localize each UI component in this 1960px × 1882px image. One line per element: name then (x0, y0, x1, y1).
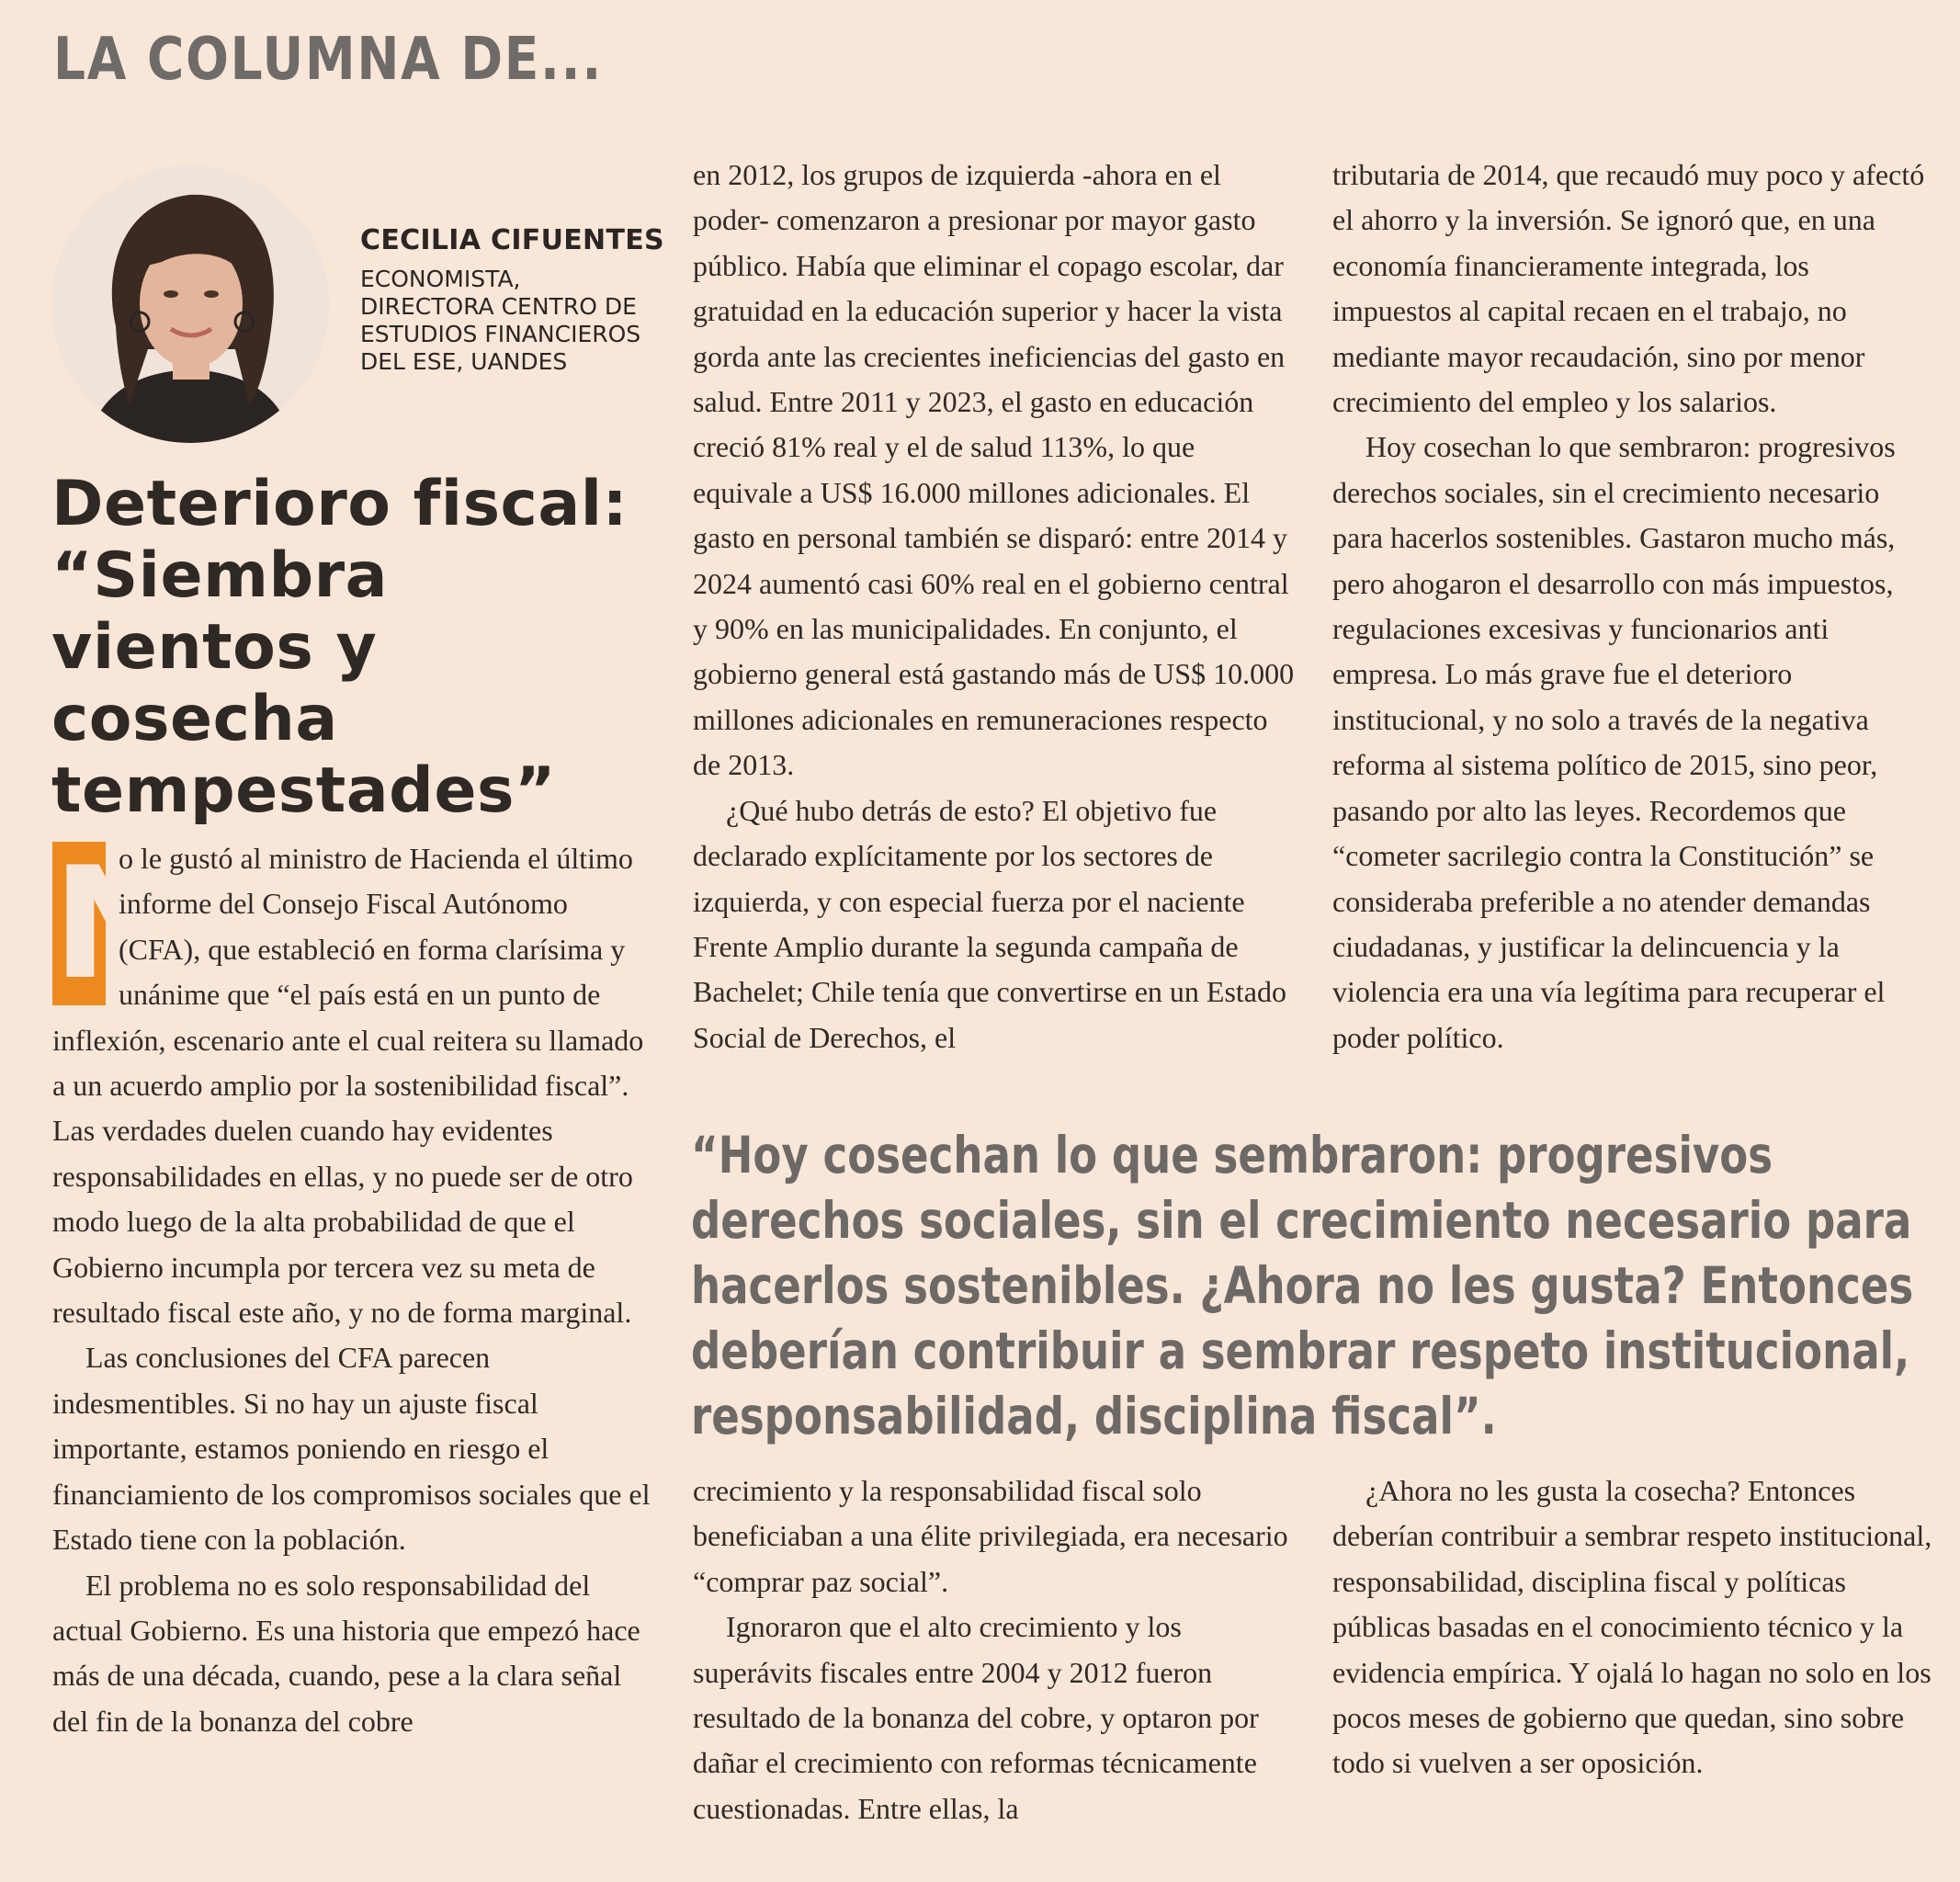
drop-cap: N (52, 833, 182, 1014)
column-2-bottom (693, 1468, 1295, 1831)
paragraph: tributaria de 2014, que recaudó muy poco y afectó el ahorro y la inversión. Se ignoró que, en una economía financieramente integrada, los impuestos al capital recaen en el trabajo, no mediante mayor recaudación, sino por menor crecimiento del empleo y los salarios. (1332, 158, 1925, 419)
column-3-bottom (1332, 1468, 1934, 1786)
headline: Deterioro fiscal: “Siembra vientos y cosecha tempestades” (51, 468, 629, 827)
section-label: LA COLUMNA DE... (53, 26, 603, 94)
paragraph: en 2012, los grupos de izquierda -ahora en el poder- comenzaron a presionar por mayor gasto público. Había que eliminar el copago escolar, dar gratuidad en la educación superior y hacer la vista gorda ante las crecientes ineficiencias del gasto en salud. Entre 2011 y 2023, el gasto en educación creció 81% real y el de salud 113%, lo que equivale a US$ 16.000 millones adicionales. El gasto en personal también se disparó: entre 2014 y 2024 aumentó casi 60% real en el gobierno central y 90% en las municipalidades. En conjunto, el gobierno general está gastando más de US$ 10.000 millones adicionales en remuneraciones respecto de 2013. (693, 158, 1295, 782)
paragraph: crecimiento y la responsabilidad fiscal solo beneficiaban a una élite privilegiada, era necesario “comprar paz social”. (693, 1474, 1288, 1598)
author-name: CECILIA CIFUENTES (360, 224, 664, 256)
paragraph: Hoy cosechan lo que sembraron: progresivos derechos sociales, sin el crecimiento necesario para hacerlos sostenibles. Gastaron mucho más, pero ahogaron el desarrollo con más impuestos, regulaciones excesivas y funcionarios anti empresa. Lo más grave fue el deterioro institucional, y no solo a través de la negativa reforma al sistema político de 2015, sino peor, pasando por alto las leyes. Recordemos que “cometer sacrilegio contra la Constitución” se consideraba preferible a no atender demandas ciudadanas, y justificar la delincuencia y la violencia era una vía legítima para recuperar el poder político. (1332, 430, 1896, 1054)
paragraph-text: o le gustó al ministro de Hacienda el último informe del Consejo Fiscal Autónomo (CFA), que estableció en forma clarísima y unánime que “el país está en un punto de inflexión, escenario ante el cual reitera su llamado a un acuerdo amplio por la sostenibilidad fiscal”. Las verdades duelen cuando hay evidentes responsabilidades en ellas, y no puede ser de otro modo luego de la alta probabilidad de que el Gobierno incumpla por tercera vez su meta de resultado fiscal este año, y no de forma marginal. (52, 842, 644, 1330)
paragraph: Ignoraron que el alto crecimiento y los superávits fiscales entre 2004 y 2012 fueron resultado de la bonanza del cobre, y optaron por dañar el crecimiento con reformas técnicamente cuestionadas. Entre ellas, la (693, 1610, 1259, 1825)
column-2-top (693, 153, 1295, 1060)
paragraph: ¿Ahora no les gusta la cosecha? Entonces deberían contribuir a sembrar respeto institucional, responsabilidad, disciplina fiscal y políticas públicas basadas en el conocimiento técnico y la evidencia empírica. Y ojalá lo hagan no solo en los pocos meses de gobierno que quedan, sino sobre todo si vuelven a ser oposición. (1332, 1474, 1932, 1780)
paragraph: Las conclusiones del CFA parecen indesmentibles. Si no hay un ajuste fiscal importante, estamos poniendo en riesgo el financiamiento de los compromisos sociales que el Estado tiene con la población. (52, 1341, 651, 1557)
column-1 (52, 833, 654, 1744)
paragraph: El problema no es solo responsabilidad del actual Gobierno. Es una historia que empezó hace más de una década, cuando, pese a la clara señal del fin de la bonanza del cobre (52, 1568, 640, 1738)
author-role: ECONOMISTA, DIRECTORA CENTRO DE ESTUDIOS FINANCIEROS DEL ESE, UANDES (360, 266, 641, 375)
author-block (360, 224, 664, 376)
paragraph: ¿Qué hubo detrás de esto? El objetivo fue declarado explícitamente por los sectores de izquierda, y con especial fuerza por el naciente Frente Amplio durante la segunda campaña de Bachelet; Chile tenía que convertirse en un Estado Social de Derechos, el (693, 793, 1286, 1054)
pull-quote: “Hoy cosechan lo que sembraron: progresivos derechos sociales, sin el crecimiento necesario para hacerlos sostenibles. ¿Ahora no les gusta? Entonces deberían contribuir a sembrar respeto institucional, responsabilidad, disciplina fiscal”. (691, 1126, 1914, 1446)
column-3-top (1332, 153, 1934, 1060)
paragraph (52, 833, 654, 1335)
author-portrait (51, 165, 329, 443)
